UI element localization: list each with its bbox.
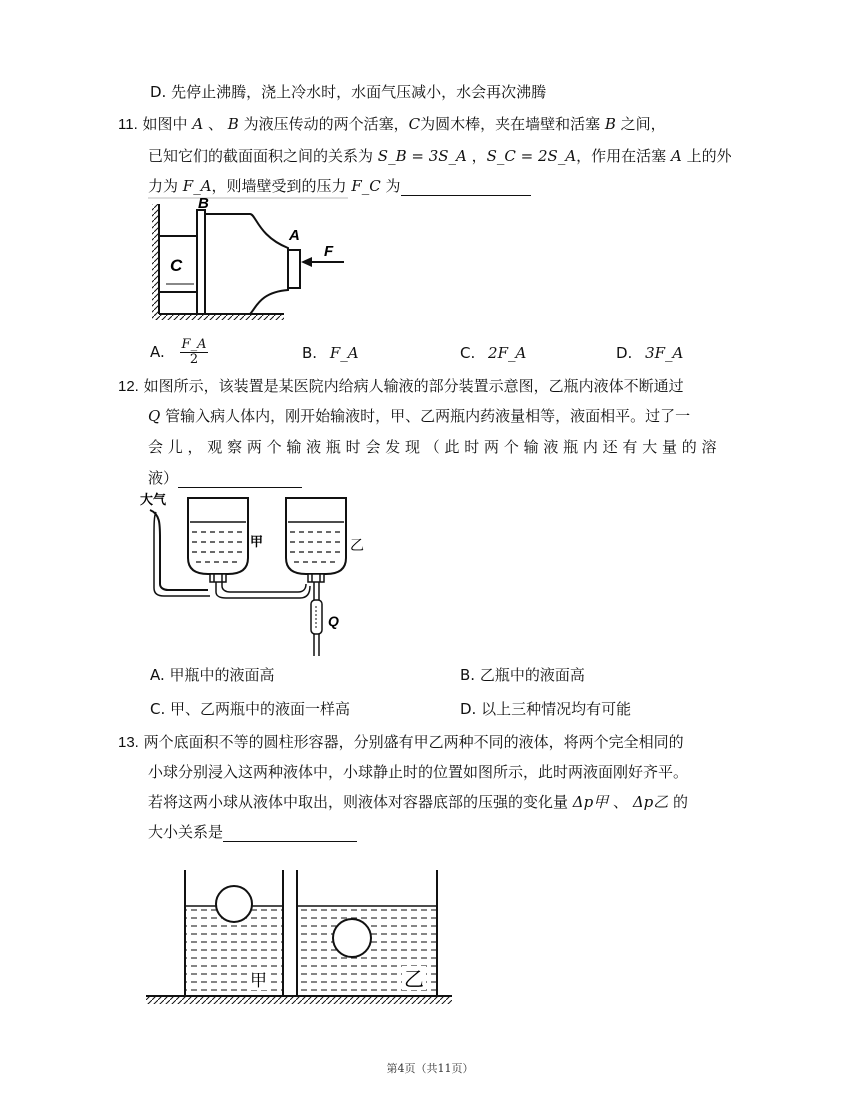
q11-option-d[interactable] — [616, 342, 683, 364]
q11-text: ， — [471, 147, 487, 165]
q13-answer-blank[interactable] — [223, 825, 357, 842]
fraction-numerator: F_A — [181, 337, 207, 352]
q11-var-fa: F_A — [182, 177, 212, 195]
q12-option-b[interactable]: B. 乙瓶中的液面高 — [460, 666, 585, 684]
q11-equation-sc: S_C = 2S_A — [486, 147, 577, 165]
q13-text: 的 — [673, 793, 689, 811]
option-letter: C. — [460, 344, 476, 362]
q12-var-q: Q — [148, 407, 161, 425]
page-footer: 第4页（共11页） — [386, 1062, 474, 1075]
q11-text: 已知它们的截面面积之间的关系为 — [148, 147, 374, 165]
q11-option-c[interactable] — [460, 342, 526, 364]
q12-text: 如图所示，该装置是某医院内给病人输液的部分装置示意图，乙瓶内液体不断通过 — [143, 377, 684, 395]
q13-line4 — [148, 822, 357, 842]
q12-option-a[interactable]: A. 甲瓶中的液面高 — [150, 666, 275, 684]
q11-text: ，作用在活塞 — [576, 147, 667, 165]
q12-fig-label-jia: 甲 — [250, 534, 264, 549]
q11-line3 — [148, 176, 531, 196]
q11-hydraulic-figure — [148, 196, 348, 324]
q11-fig-label-b: B — [198, 196, 209, 212]
q11-number: 11. — [118, 116, 138, 133]
q12-text: 管输入病人体内，刚开始输液时，甲、乙两瓶内药液量相等，液面相平。过了一 — [165, 407, 691, 425]
q13-delta-p-jia: Δp甲 — [572, 793, 609, 811]
q11-text: 为圆木棒，夹在墙壁和活塞 — [420, 115, 601, 133]
q12-fig-label-yi: 乙 — [350, 537, 364, 553]
q11-fig-label-c: C — [170, 256, 183, 275]
q11-text: 为 — [385, 177, 401, 195]
q11-var-fc: F_C — [351, 177, 381, 195]
q11-fig-label-a: A — [289, 227, 300, 244]
q12-option-d[interactable]: D. 以上三种情况均有可能 — [460, 700, 632, 718]
q11-equation-sb: S_B = 3S_A — [377, 147, 467, 165]
q11-text: 力为 — [148, 177, 179, 195]
q13-containers-figure — [140, 850, 458, 1010]
q13-number: 13. — [118, 734, 139, 751]
q12-fig-label-q: Q — [328, 613, 339, 629]
q12-number: 12. — [118, 378, 139, 395]
option-letter: B. — [302, 344, 318, 362]
q13-fig-label-jia: 甲 — [250, 971, 267, 990]
q13-delta-p-yi: Δp乙 — [632, 793, 669, 811]
q11-fig-label-f: F — [324, 243, 334, 260]
q11-line1 — [118, 114, 666, 135]
fraction — [180, 338, 209, 367]
q13-line2: 小球分别浸入这两种液体中，小球静止时的位置如图所示，此时两液面刚好齐平。 — [148, 763, 689, 781]
q11-text: 之间， — [620, 115, 666, 133]
q11-text: 、 — [207, 115, 223, 133]
q11-answer-blank[interactable] — [401, 179, 531, 196]
q12-infusion-figure — [138, 488, 378, 660]
option-value: 3F_A — [645, 344, 684, 362]
q11-line2 — [148, 146, 732, 166]
fraction-denominator: 2 — [189, 352, 199, 367]
q11-var-b: B — [604, 115, 616, 133]
q13-text: 大小关系是 — [148, 823, 224, 841]
q13-text: 两个底面积不等的圆柱形容器，分别盛有甲乙两种不同的液体，将两个完全相同的 — [143, 733, 684, 751]
option-value: 2F_A — [488, 344, 527, 362]
q10-option-d: D. 先停止沸腾，浇上冷水时，水面气压减小，水会再次沸腾 — [150, 83, 547, 101]
option-letter: A. — [150, 343, 165, 361]
q12-line2 — [148, 406, 690, 426]
q11-text: 上的外 — [686, 147, 732, 165]
q13-line3 — [148, 792, 688, 812]
q11-text: 为液压传动的两个活塞， — [243, 115, 409, 133]
q12-line4 — [148, 468, 302, 488]
q11-var-a: A — [192, 115, 204, 133]
option-value: F_A — [329, 344, 359, 362]
q11-var-c: C — [408, 115, 421, 133]
q11-text: 如图中 — [142, 115, 188, 133]
q11-text: ，则墙壁受到的压力 — [211, 177, 347, 195]
q12-line3: 会 儿 ， 观 察 两 个 输 液 瓶 时 会 发 现 （ 此 时 两 个 输 液 瓶 内 还 有 大 量 的 溶 — [148, 438, 717, 456]
q11-option-b[interactable] — [302, 342, 359, 364]
q13-fig-label-yi: 乙 — [404, 969, 424, 991]
q11-var-b: B — [227, 115, 239, 133]
q11-var-a: A — [670, 147, 682, 165]
option-letter: D. — [616, 344, 633, 362]
q12-text: 液） — [148, 469, 179, 487]
q12-line1 — [118, 376, 684, 397]
q12-option-c[interactable]: C. 甲、乙两瓶中的液面一样高 — [150, 700, 351, 718]
q12-fig-label-air: 大气 — [140, 492, 167, 507]
q11-option-a[interactable] — [150, 338, 208, 367]
q13-line1 — [118, 732, 684, 753]
q13-text: 、 — [613, 793, 629, 811]
q12-answer-blank[interactable] — [178, 471, 302, 488]
q13-text: 若将这两小球从液体中取出，则液体对容器底部的压强的变化量 — [148, 793, 569, 811]
